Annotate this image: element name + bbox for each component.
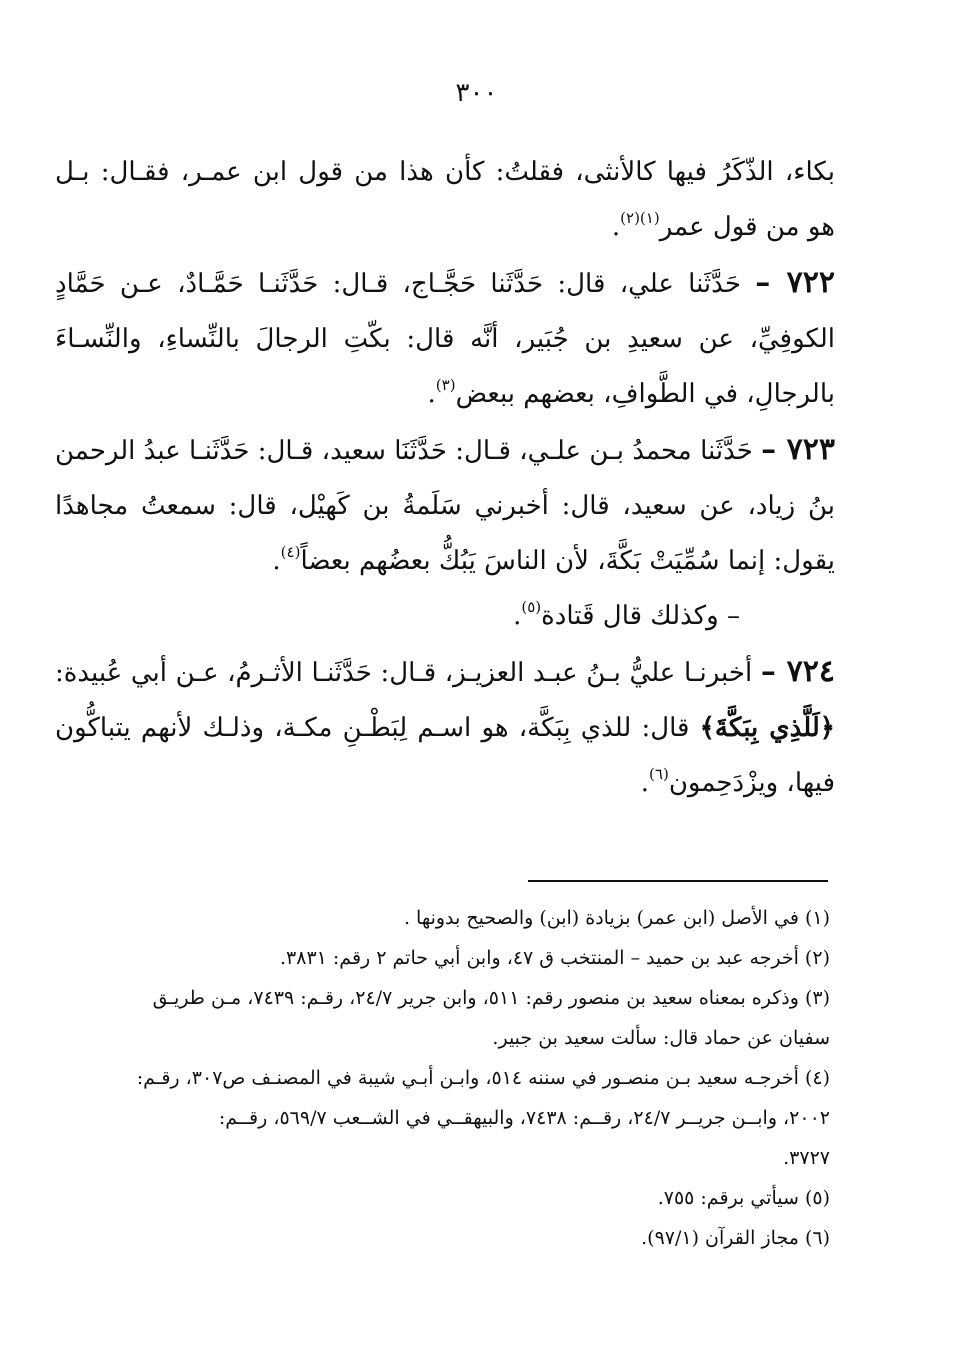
hadith-number: ٧٢٢ – xyxy=(755,265,835,300)
paragraph-tail: . xyxy=(427,379,436,409)
hadith-724 xyxy=(55,644,835,811)
paragraph-text: بكاء، الذّكَرُ فيها كالأنثى، فقلتُ: كأن هذا من قول ابن عمـر، فقـال: بـل هو من قول عمر xyxy=(55,157,835,242)
paragraph-text: حَدَّثَنا محمدُ بـن علـي، قـال: حَدَّثَنَا سعيد، قـال: حَدَّثَنـا عبدُ الرحمن بنُ زياد، عن سعيد، قال: أخبرني سَلَمةُ بن كَهيْل، قال: سمعتُ مجاهدًا يقول: إنما سُمِّيَتْ بَكَّةَ، لأن الناسَ يَبُكُّ بعضُهم بعضاً xyxy=(55,436,835,576)
page-number: ٣٠٠ xyxy=(455,78,498,108)
footnote-1: (١) في الأصل (ابن عمر) بزيادة (ابن) والصحيح بدونها . xyxy=(403,907,830,929)
footnote-4-continuation-2: ٣٧٢٧. xyxy=(783,1147,830,1169)
paragraph-text: قال: للذي بِبَكَّة، هو اسـم لِبَطْـنِ مكـة، وذلـك لأنهم يتباكُّون فيها، ويزْدَحِمون xyxy=(55,713,835,798)
paragraph-tail: . xyxy=(640,768,650,798)
paragraph-text-before: أخبرنـا عليُّ بـنُ عبـد العزيـز، قـال: حَدَّثَنـا الأثـرمُ، عـن أبي عُبيدة: xyxy=(55,658,753,688)
hadith-723 xyxy=(55,422,835,589)
footnote-6: (٦) مجاز القرآن (٩٧/١). xyxy=(641,1227,830,1249)
footnote-2: (٢) أخرجه عبد بن حميد – المنتخب ق ٤٧، وابن أبي حاتم ٢ رقم: ٣٨٣١. xyxy=(279,947,830,969)
paragraph-continuation xyxy=(55,145,835,255)
quran-quote: ﴿لَلَّذِي بِبَكَّةَ﴾ xyxy=(699,713,836,743)
footnote-ref: (٥) xyxy=(521,598,542,616)
hadith-number: ٧٢٤ – xyxy=(760,654,835,689)
hadith-number: ٧٢٣ – xyxy=(761,432,835,467)
paragraph-tail: . xyxy=(513,601,522,631)
paragraph-tail: . xyxy=(611,212,621,242)
footnote-ref: (٤) xyxy=(280,543,301,561)
footnote-4: (٤) أخرجـه سعيد بـن منصـور في سننه ٥١٤، وابـن أبـي شيبة في المصنـف ص٣٠٧، رقـم: xyxy=(136,1067,830,1089)
footnote-3: (٣) وذكره بمعناه سعيد بن منصور رقم: ٥١١، وابن جرير ٢٤/٧، رقـم: ٧٤٣٩، مـن طريـق xyxy=(152,987,830,1009)
footnote-3-continuation: سفيان عن حماد قال: سألت سعيد بن جبير. xyxy=(492,1027,830,1049)
paragraph-tail: . xyxy=(272,546,281,576)
footnote-ref: (٦) xyxy=(649,765,669,783)
footnotes xyxy=(55,898,830,1258)
paragraph-text: – وكذلك قال قَتادة xyxy=(541,601,740,631)
hadith-722 xyxy=(55,255,835,422)
footnote-divider xyxy=(528,880,828,882)
main-text xyxy=(55,145,835,811)
footnote-ref: (١)(٢) xyxy=(620,209,660,227)
footnote-4-continuation: ٢٠٠٢، وابــن جريــر ٢٤/٧، رقــم: ٧٤٣٨، والبيهقــي في الشــعب ٥٦٩/٧، رقــم: xyxy=(218,1107,830,1129)
footnote-ref: (٣) xyxy=(435,376,456,394)
qatada-note xyxy=(55,589,835,644)
footnote-5: (٥) سيأتي برقم: ٧٥٥. xyxy=(657,1187,830,1209)
paragraph-text: حَدَّثَنا علي، قال: حَدَّثَنا حَجَّـاج، قـال: حَدَّثَنـا حَمَّـادٌ، عـن حَمَّادٍ الكوفِيِّ، عن سعيدِ بن جُبَير، أنَّه قال: بكّتِ الرجالَ بالنِّساءِ، والنِّسـاءَ بالرجالِ، في الطَّوافِ، بعضهم ببعض xyxy=(55,269,835,409)
